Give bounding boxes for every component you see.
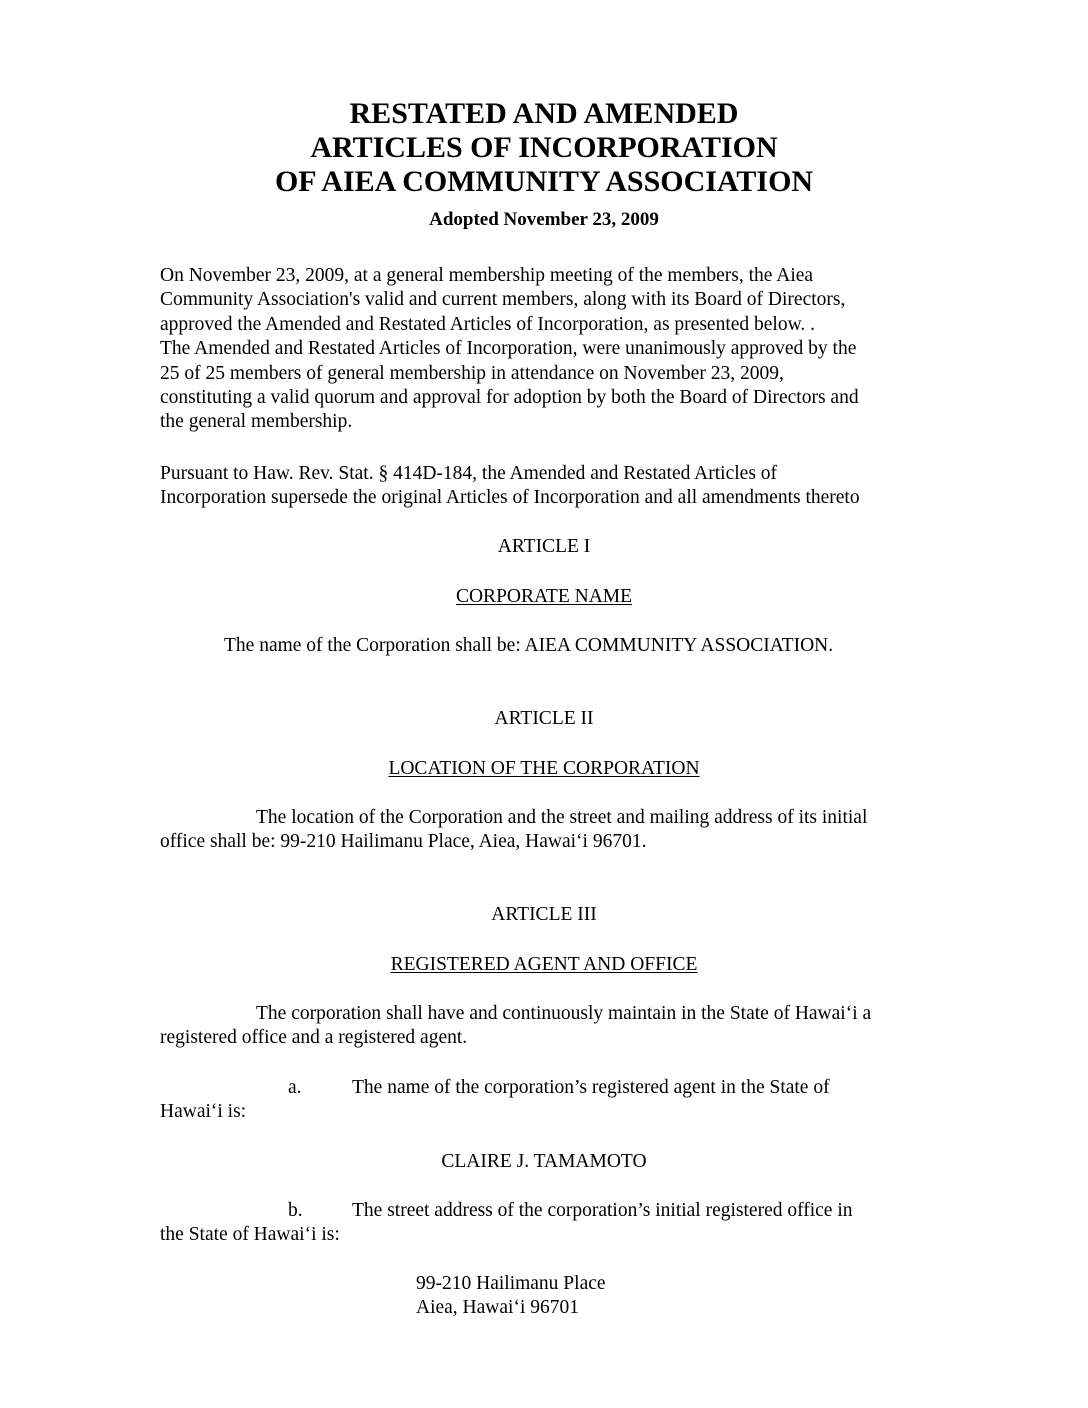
article-1-subheading-wrap xyxy=(0,585,1088,609)
intro-paragraph-2: Pursuant to Haw. Rev. Stat. § 414D-184, the Amended and Restated Articles of Incorporation supersede the original Articles of Incorporation and all amendments thereto xyxy=(160,463,860,509)
article-2-text-line-2: office shall be: 99-210 Hailimanu Place, Aiea, Hawai‘i 96701. xyxy=(160,831,647,852)
article-3-subheading: REGISTERED AGENT AND OFFICE xyxy=(390,954,698,975)
article-2-subheading: LOCATION OF THE CORPORATION xyxy=(388,758,700,779)
article-1-subheading: CORPORATE NAME xyxy=(455,586,633,607)
article-3-subheading-wrap xyxy=(0,953,1088,977)
document-title-line-2: ARTICLES OF INCORPORATION xyxy=(310,131,778,164)
article-1-heading: ARTICLE I xyxy=(497,536,591,557)
office-address-line-1: 99-210 Hailimanu Place xyxy=(416,1273,606,1294)
document-title-line-3: OF AIEA COMMUNITY ASSOCIATION xyxy=(274,165,814,198)
office-address-line-2: Aiea, Hawai‘i 96701 xyxy=(416,1297,579,1318)
item-b-marker: b. xyxy=(288,1200,303,1221)
item-a-marker: a. xyxy=(288,1077,302,1098)
article-2-heading: ARTICLE II xyxy=(494,708,594,729)
item-a-line-1: The name of the corporation’s registered agent in the State of xyxy=(352,1077,830,1098)
article-1-text: The name of the Corporation shall be: AIEA COMMUNITY ASSOCIATION. xyxy=(224,635,834,656)
article-3-text-line-2: registered office and a registered agent. xyxy=(160,1027,468,1048)
item-a-line-2: Hawai‘i is: xyxy=(160,1101,247,1122)
article-2-subheading-wrap xyxy=(0,757,1088,781)
registered-agent-name: CLAIRE J. TAMAMOTO xyxy=(441,1151,647,1172)
adopted-date: Adopted November 23, 2009 xyxy=(429,209,659,230)
document-title-line-1: RESTATED AND AMENDED xyxy=(349,97,739,130)
item-b-line-2: the State of Hawai‘i is: xyxy=(160,1224,340,1245)
article-2-text-line-1: The location of the Corporation and the street and mailing address of its initial xyxy=(256,807,868,828)
item-b-line-1: The street address of the corporation’s initial registered office in xyxy=(352,1200,853,1221)
article-3-heading: ARTICLE III xyxy=(491,904,597,925)
article-3-text-line-1: The corporation shall have and continuously maintain in the State of Hawai‘i a xyxy=(256,1003,872,1024)
intro-paragraph-1: On November 23, 2009, at a general membership meeting of the members, the Aiea Community Association's valid and current members, along with its Board of Directors, approved the Amended and Restated Articles of Incorporation, as presented below. . The Amended and Restated Articles of Incorporation, were unanimously approved by the 25 of 25 members of general membership in attendance on November 23, 2009, constituting a valid quorum and approval for adoption by both the Board of Directors and the general membership. xyxy=(160,265,859,433)
